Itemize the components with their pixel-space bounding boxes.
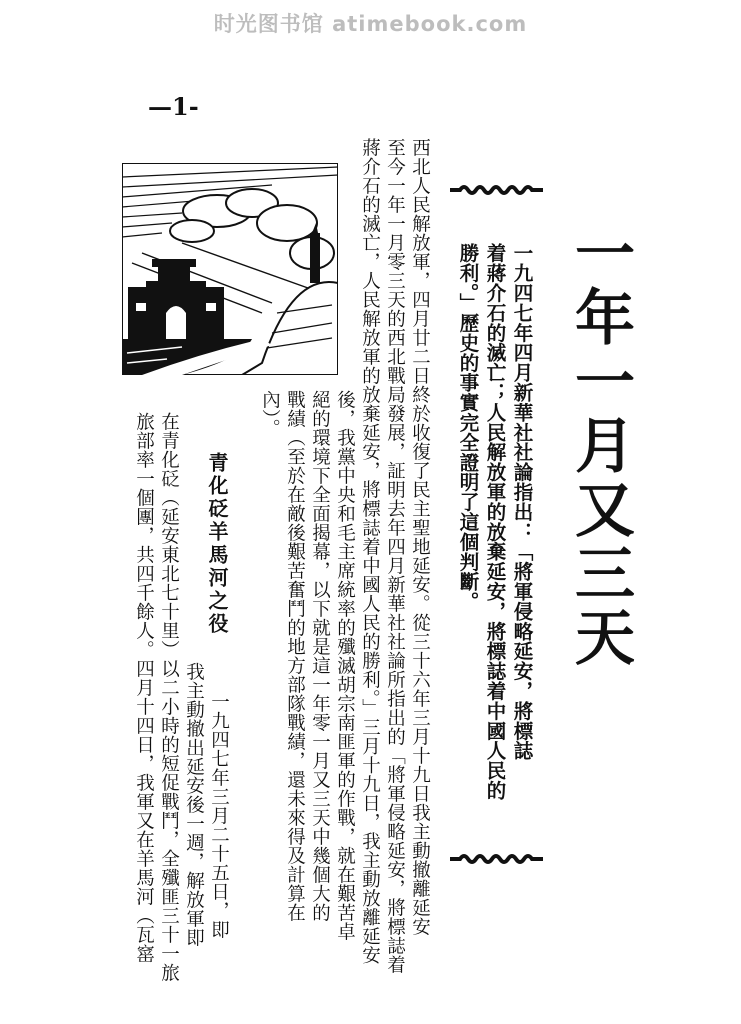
section-title: 青化砭羊馬河之役 [205, 452, 229, 636]
page-number: —1- [148, 92, 199, 121]
intro-column-3: 勝利。」歷史的事實完全證明了這個判斷。 [456, 243, 480, 612]
section-column-1: 一九四七年三月二十五日，即 [208, 692, 230, 939]
body-column-4: 後，我黨中央和毛主席統率的殲滅胡宗南匪軍的作戰，就在艱苦卓 [334, 390, 356, 941]
body-column-2: 至今一年一月零三天的西北戰局發展，証明去年四月新華社社論所指出的「將軍侵略延安，將標誌着 [384, 138, 406, 974]
intro-column-1: 一九四七年四月新華社社論指出：「將軍侵略延安，將標誌 [510, 243, 534, 761]
woodcut-illustration [122, 163, 338, 375]
body-column-7: 內）。 [259, 390, 281, 438]
body-column-3: 蔣介石的滅亡，人民解放軍的放棄延安，將標誌着中國人民的勝利。」三月十九日，我主動放離延安 [359, 138, 381, 965]
article-title: 一年一月又三天 [565, 222, 635, 670]
decorative-rule-bottom [450, 852, 543, 866]
section-column-3: 在青化砭（延安東北七十里）以二小時的短促戰鬥，全殲匪三十一旅 [158, 412, 180, 982]
body-column-1: 西北人民解放軍，四月廿二日終於收復了民主聖地延安。從三十六年三月十九日我主動撤離延安 [409, 138, 431, 936]
section-column-4: 旅部率一個團，共四千餘人。四月十四日，我軍又在羊馬河（瓦窰 [133, 412, 155, 963]
section-column-2: 我主動撤出延安後一週，解放軍即 [183, 662, 205, 947]
body-column-5: 絕的環境下全面揭幕，以下就是這一年零一月又三天中幾個大的 [309, 390, 331, 922]
intro-column-2: 着蔣介石的滅亡；人民解放軍的放棄延安，將標誌着中國人民的 [483, 243, 507, 801]
decorative-rule-top [450, 183, 543, 197]
body-column-6: 戰績（至於在敵後艱苦奮鬥的地方部隊戰績，還未來得及計算在 [284, 390, 306, 922]
watermark: 时光图书馆 atimebook.com [213, 12, 528, 36]
